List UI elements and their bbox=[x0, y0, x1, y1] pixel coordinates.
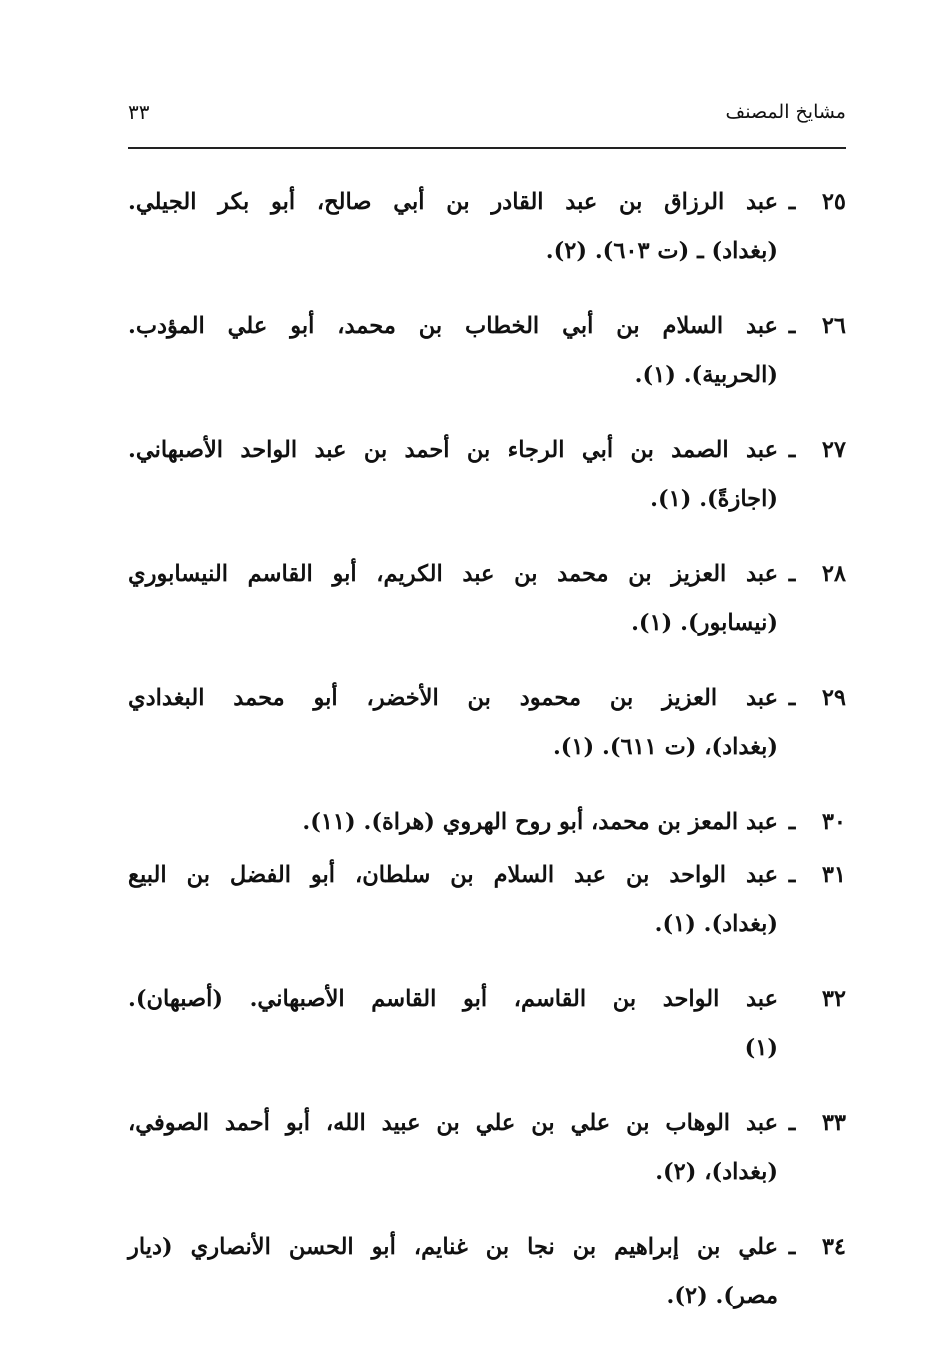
entry-dash: ـ bbox=[788, 437, 796, 463]
entry-number: ٢٦ bbox=[821, 313, 846, 339]
entry-28 bbox=[128, 550, 846, 648]
entry-line-1: عبد الوهاب بن علي بن علي بن عبيد الله، أبو أحمد الصوفي، bbox=[128, 1110, 778, 1136]
entry-dash: ـ bbox=[788, 809, 796, 835]
entry-line-2: (بغداد)، (٢). bbox=[655, 1159, 778, 1185]
entry-26 bbox=[128, 302, 846, 400]
entry-text bbox=[128, 302, 778, 400]
entry-number: ٢٩ bbox=[821, 685, 846, 711]
entry-dash: ـ bbox=[788, 1234, 796, 1260]
entry-text bbox=[128, 674, 778, 772]
entry-number: ٣١ bbox=[821, 862, 846, 888]
entry-line-2: (بغداد) ـ (ت ٦٠٣). (٢). bbox=[545, 238, 778, 264]
entry-29 bbox=[128, 674, 846, 772]
entry-line-1: عبد المعز بن محمد، أبو روح الهروي (هراة). (١١). bbox=[302, 809, 778, 835]
entry-32 bbox=[128, 975, 846, 1073]
entry-27 bbox=[128, 426, 846, 524]
entry-line-2: (بغداد)، (ت ٦١١). (١). bbox=[552, 734, 778, 760]
entry-line-2: (بغداد). (١). bbox=[654, 911, 778, 937]
entry-dash: ـ bbox=[788, 1110, 796, 1136]
entry-text bbox=[128, 1099, 778, 1197]
entry-dash: ـ bbox=[788, 685, 796, 711]
entry-line-1: عبد العزيز بن محمود بن الأخضر، أبو محمد البغدادي bbox=[128, 685, 778, 711]
entry-text bbox=[128, 1223, 778, 1321]
entry-text bbox=[128, 975, 778, 1073]
entry-number: ٣٤ bbox=[821, 1234, 846, 1260]
entry-line-1: عبد الواحد بن عبد السلام بن سلطان، أبو الفضل بن البيع bbox=[128, 862, 778, 888]
entry-dash: ـ bbox=[788, 313, 796, 339]
entry-list bbox=[128, 178, 846, 1347]
entry-dash: ـ bbox=[788, 561, 796, 587]
header-divider bbox=[128, 147, 846, 149]
entry-dash: ـ bbox=[788, 862, 796, 888]
entry-number: ٢٧ bbox=[821, 437, 846, 463]
page-number: ٣٣ bbox=[128, 100, 150, 124]
entry-number: ٣٠ bbox=[821, 809, 846, 835]
entry-line-2: (الحربية). (١). bbox=[634, 362, 778, 388]
entry-33 bbox=[128, 1099, 846, 1197]
entry-number: ٣٣ bbox=[821, 1110, 846, 1136]
entry-number: ٢٥ bbox=[821, 189, 846, 215]
entry-line-1: عبد العزيز بن محمد بن عبد الكريم، أبو القاسم النيسابوري bbox=[128, 561, 778, 587]
running-title: مشايخ المصنف bbox=[725, 101, 846, 123]
entry-line-1: عبد الرزاق بن عبد القادر بن أبي صالح، أبو بكر الجيلي. bbox=[128, 189, 778, 215]
entry-dash: ـ bbox=[788, 189, 796, 215]
entry-number: ٢٨ bbox=[821, 561, 846, 587]
entry-text bbox=[128, 426, 778, 524]
entry-30 bbox=[128, 798, 846, 847]
entry-text bbox=[128, 798, 778, 847]
entry-line-2: (اجازةً). (١). bbox=[650, 486, 778, 512]
entry-25 bbox=[128, 178, 846, 276]
entry-line-1: عبد الواحد بن القاسم، أبو القاسم الأصبهاني. (أصبهان). bbox=[128, 986, 778, 1012]
entry-text bbox=[128, 550, 778, 648]
entry-line-2: مصر). (٢). bbox=[666, 1283, 778, 1309]
entry-line-1: عبد الصمد بن أبي الرجاء بن أحمد بن عبد الواحد الأصبهاني. bbox=[128, 437, 778, 463]
entry-line-2: (نيسابور). (١). bbox=[631, 610, 778, 636]
entry-line-2: (١) bbox=[744, 1035, 778, 1061]
entry-line-1: عبد السلام بن أبي الخطاب بن محمد، أبو علي المؤدب. bbox=[128, 313, 778, 339]
entry-number: ٣٢ bbox=[821, 986, 846, 1012]
entry-text bbox=[128, 851, 778, 949]
entry-31 bbox=[128, 851, 846, 949]
entry-34 bbox=[128, 1223, 846, 1321]
page-header bbox=[128, 92, 846, 132]
entry-line-1: علي بن إبراهيم بن نجا بن غنايم، أبو الحسن الأنصاري (ديار bbox=[128, 1234, 778, 1260]
entry-text bbox=[128, 178, 778, 276]
